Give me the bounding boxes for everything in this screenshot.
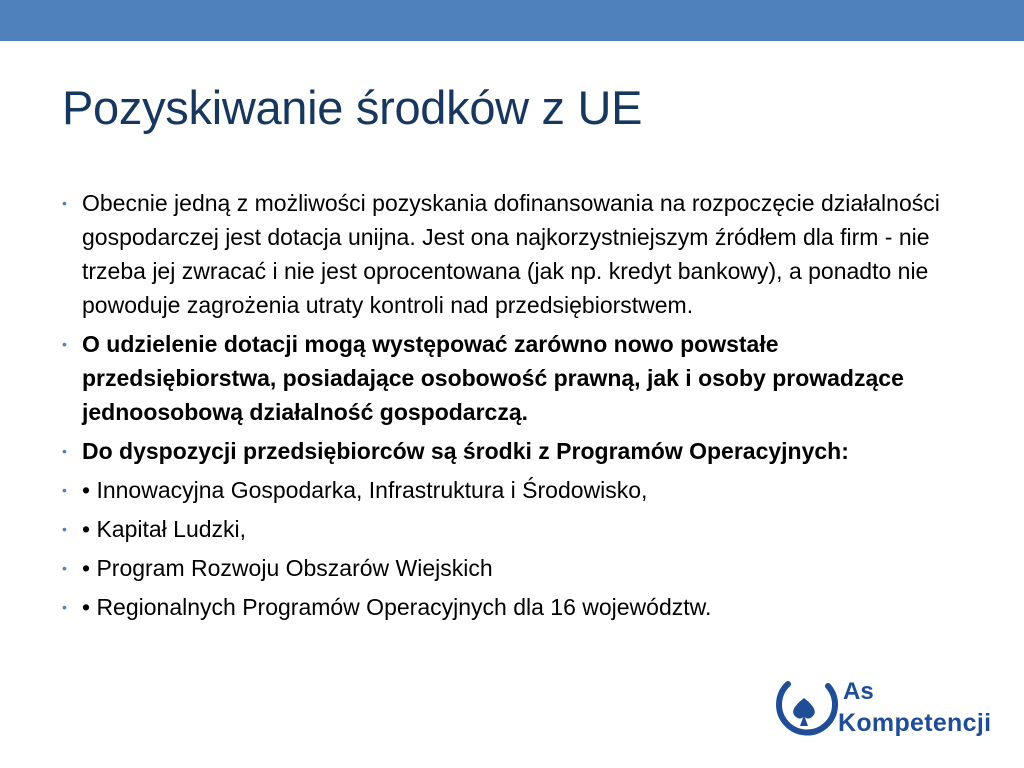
- bullet-icon: •: [62, 482, 67, 498]
- list-item-text: • Kapitał Ludzki,: [82, 516, 247, 542]
- top-bar: [0, 0, 1024, 41]
- list-item-text: • Regionalnych Programów Operacyjnych dla 16 województw.: [82, 594, 712, 620]
- bullet-icon: •: [62, 195, 67, 211]
- list-item: [62, 473, 962, 507]
- bullet-list: [62, 186, 962, 629]
- list-item: [62, 327, 962, 429]
- bullet-icon: •: [62, 336, 67, 352]
- list-item: [62, 186, 962, 322]
- list-item-text: • Innowacyjna Gospodarka, Infrastruktura i Środowisko,: [82, 477, 648, 503]
- bullet-icon: •: [62, 443, 67, 459]
- logo-text-as: As: [843, 678, 874, 705]
- list-item-text: Do dyspozycji przedsiębiorców są środki z Programów Operacyjnych:: [82, 438, 849, 464]
- list-item: [62, 512, 962, 546]
- logo-text-kompetencji: Kompetencji: [838, 709, 992, 737]
- list-item-text: O udzielenie dotacji mogą występować zarówno nowo powstałe przedsiębiorstwa, posiadające osobowość prawną, jak i osoby prowadzące jednoosobową działalność gospodarczą.: [82, 331, 904, 425]
- list-item: [62, 434, 962, 468]
- list-item-text: Obecnie jedną z możliwości pozyskania dofinansowania na rozpoczęcie działalności gospodarczej jest dotacja unijna. Jest ona najkorzystniejszym źródłem dla firm - nie trzeba jej zwracać i nie jest oprocentowana (jak np. kredyt bankowy), a ponadto nie powoduje zagrożenia utraty kontroli nad przedsiębiorstwem.: [82, 190, 940, 318]
- bullet-icon: •: [62, 599, 67, 615]
- logo-emblem-icon: [770, 676, 840, 746]
- slide-title: Pozyskiwanie środków z UE: [62, 81, 643, 134]
- list-item: [62, 590, 962, 624]
- list-item-text: • Program Rozwoju Obszarów Wiejskich: [82, 555, 493, 581]
- bullet-icon: •: [62, 560, 67, 576]
- bullet-icon: •: [62, 521, 67, 537]
- list-item: [62, 551, 962, 585]
- logo: [770, 676, 1000, 746]
